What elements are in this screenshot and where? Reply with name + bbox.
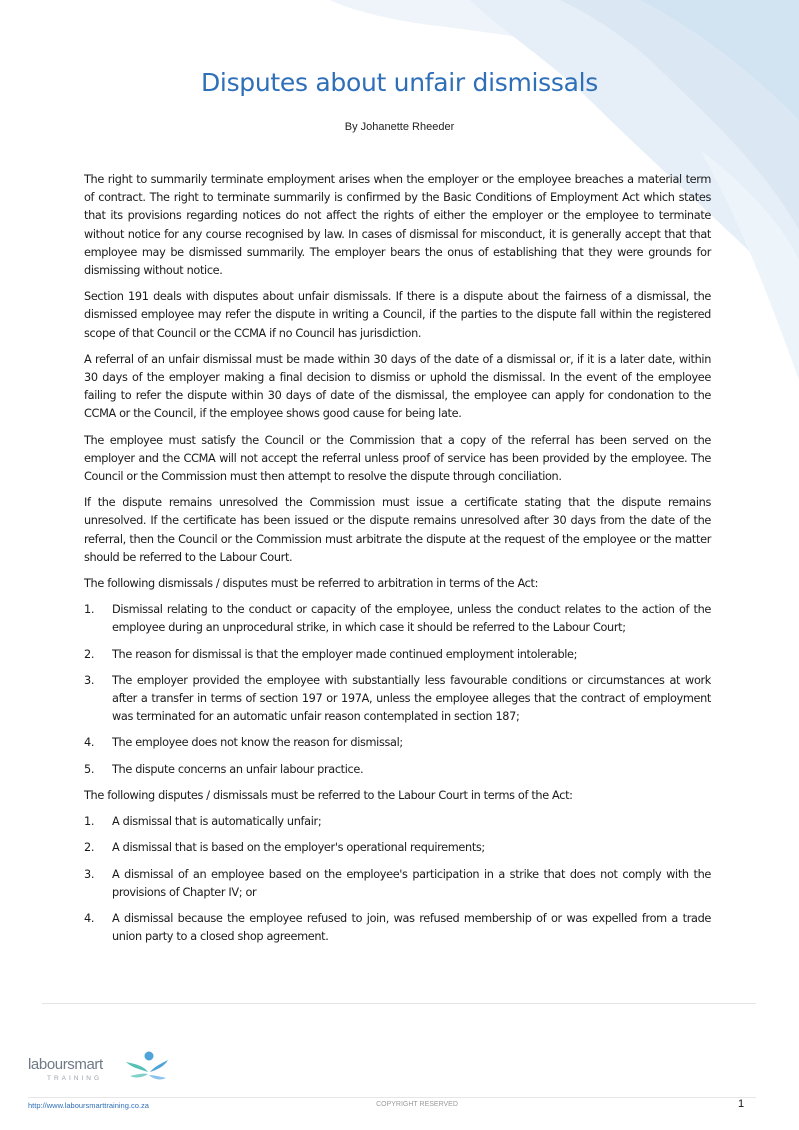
- arbitration-intro: The following dismissals / disputes must be referred to arbitration in terms of the Act:: [84, 577, 539, 591]
- laboursmart-logo: [28, 1050, 178, 1090]
- list-item: [84, 646, 711, 664]
- footer-website-link[interactable]: http://www.laboursmarttraining.co.za: [28, 1101, 149, 1110]
- list-number: 1.: [84, 815, 95, 829]
- footer-rule: [28, 1097, 756, 1098]
- logo-wordmark: laboursmart: [28, 1056, 103, 1073]
- paragraph: The employee must satisfy the Council or the Commission that a copy of the referral has been served on the employer and the CCMA will not accept the referral unless proof of service has been provided by the employee. The Council or the Commission must then attempt to resolve the dispute through conciliation.: [84, 433, 711, 484]
- list-item-text: A dismissal because the employee refused to join, was refused membership of or was expelled from a trade union party to a closed shop agreement.: [112, 911, 711, 944]
- list-item: [84, 910, 711, 946]
- list-item-text: A dismissal of an employee based on the employee's participation in a strike that does not comply with the provisions of Chapter IV; or: [112, 867, 711, 899]
- list-item: [84, 813, 711, 831]
- paragraph: The right to summarily terminate employment arises when the employer or the employee breaches a material term of contract. The right to terminate summarily is confirmed by the Basic Conditions of Employment Act which states that its provisions regarding notices do not affect the rights of either the employer or the employee to terminate without notice for any course recognised by law. In cases of dismissal for misconduct, it is generally accept that that employee may be dismissed summarily. The employer bears the onus of establishing that they were grounds for dismissing without notice.: [84, 173, 711, 278]
- list-number: 2.: [84, 841, 95, 855]
- page-title: Disputes about unfair dismissals: [200, 68, 599, 97]
- logo-subtitle: TRAINING: [47, 1075, 103, 1082]
- labour-court-intro: The following disputes / dismissals must be referred to the Labour Court in terms of the Act:: [84, 788, 573, 802]
- arbitration-list: [84, 601, 711, 779]
- list-item-text: The employer provided the employee with substantially less favourable conditions or circumstances at work after a transfer in terms of section 197 or 197A, unless the employee alleges that the contract of employment was terminated for an automatic unfair reason contemplated in section 187;: [112, 673, 711, 724]
- list-item: [84, 734, 711, 752]
- list-number: 3.: [84, 673, 95, 687]
- paragraph: If the dispute remains unresolved the Commission must issue a certificate stating that the dispute remains unresolved. If the certificate has been issued or the dispute remains unresolved after 30 days from the date of the referral, then the Council or the Commission must arbitrate the dispute at the request of the employee or the matter should be referred to the Labour Court.: [84, 496, 711, 564]
- footer-copyright: COPYRIGHT RESERVED: [376, 1101, 458, 1108]
- logo-figure-icon: [124, 1050, 170, 1086]
- list-item: [84, 866, 711, 902]
- list-item-text: The employee does not know the reason for dismissal;: [112, 736, 403, 750]
- list-number: 3.: [84, 867, 95, 881]
- list-number: 4.: [84, 736, 95, 750]
- list-item: [84, 601, 711, 637]
- list-number: 5.: [84, 762, 95, 776]
- list-item-text: A dismissal that is automatically unfair;: [112, 815, 322, 829]
- list-item-text: Dismissal relating to the conduct or capacity of the employee, unless the conduct relates to the action of the employee during an unprocedural strike, in which case it should be referred to the Labour Court;: [112, 603, 711, 635]
- list-item-text: The dispute concerns an unfair labour practice.: [112, 762, 364, 776]
- list-item: [84, 672, 711, 727]
- labour-court-list: [84, 813, 711, 946]
- paragraph: A referral of an unfair dismissal must be made within 30 days of the date of a dismissal or, if it is a later date, within 30 days of the employer making a final decision to dismiss or uphold the dismissal. In the event of the employee failing to refer the dispute within 30 days of date of the dismissal, the employee can apply for condonation to the CCMA or the Council, if the employee shows good cause for being late.: [84, 352, 711, 421]
- list-item-text: A dismissal that is based on the employer's operational requirements;: [112, 841, 485, 855]
- paragraph: Section 191 deals with disputes about unfair dismissals. If there is a dispute about the fairness of a dismissal, the dismissed employee may refer the dispute in writing a Council, if the parties to the dispute fall within the registered scope of that Council or the CCMA if no Council has jurisdiction.: [84, 290, 711, 340]
- list-item-text: The reason for dismissal is that the employer made continued employment intolerable;: [112, 647, 578, 661]
- author-byline: By Johanette Rheeder: [344, 121, 455, 133]
- list-item: [84, 839, 711, 857]
- page-number: 1: [738, 1098, 745, 1110]
- list-number: 1.: [84, 603, 95, 617]
- content-divider: [42, 1003, 756, 1004]
- article-body: [84, 171, 711, 954]
- list-number: 4.: [84, 911, 95, 925]
- list-item: [84, 761, 711, 779]
- list-number: 2.: [84, 647, 95, 661]
